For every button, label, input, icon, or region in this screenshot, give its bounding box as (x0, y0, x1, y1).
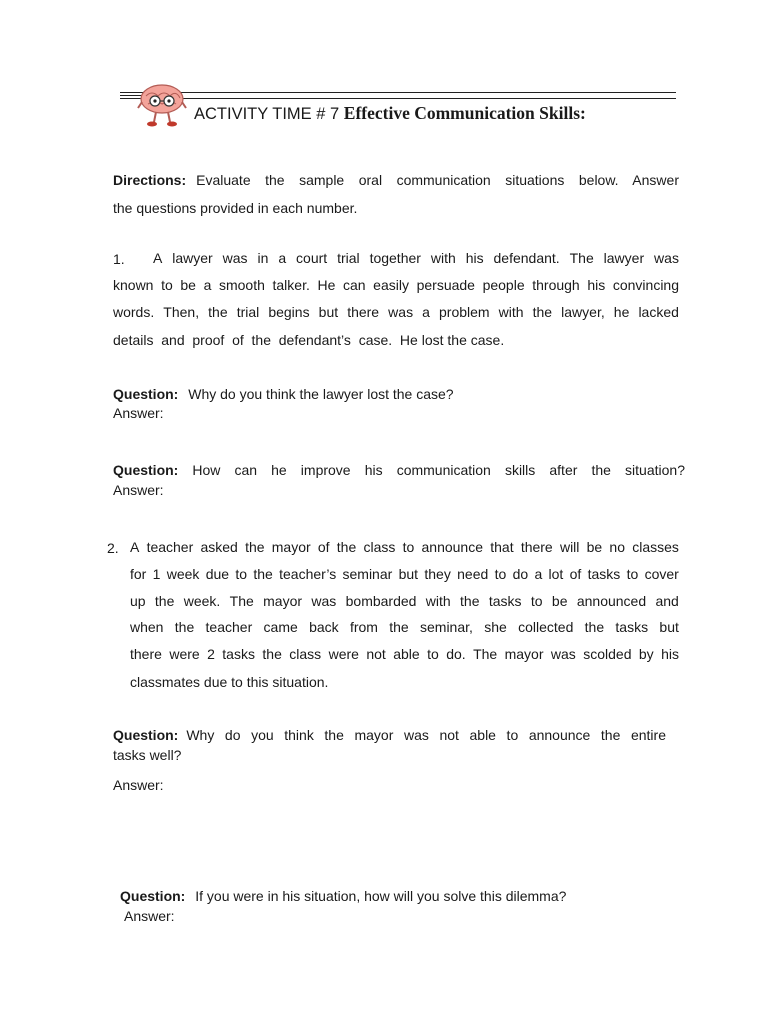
directions-label: Directions: (113, 172, 187, 188)
directions-line-1 (113, 172, 679, 188)
item2-line-4: when the teacher came back from the seminar, she collected the tasks but (130, 619, 679, 635)
item2-question-1-cont: tasks well? (113, 747, 182, 763)
item1-line-2: known to be a smooth talker. He can easily persuade people through his convincing (113, 277, 679, 293)
page-title (194, 103, 586, 124)
item2-line-3: up the week. The mayor was bombarded with the tasks to be announced and (130, 593, 679, 609)
question-label: Question: (113, 386, 179, 402)
brain-with-glasses-icon (136, 82, 188, 128)
item2-question-2 (120, 887, 566, 906)
item1-number: 1. (113, 251, 125, 267)
question-label: Question: (120, 888, 186, 904)
question-text: Why do you think the mayor was not able to announce the entire (186, 727, 666, 743)
title-plain: ACTIVITY TIME # 7 (194, 105, 344, 123)
header-rule-bottom-left (120, 98, 676, 99)
header-rule-top (120, 92, 676, 93)
title-bold: Effective Communication Skills: (343, 103, 586, 123)
item1-answer-2: Answer: (113, 482, 164, 498)
item1-line-1: A lawyer was in a court trial together with his defendant. The lawyer was (153, 250, 679, 266)
directions-text: Evaluate the sample oral communication situations below. Answer (196, 172, 679, 188)
question-text: How can he improve his communication skills after the situation? (192, 462, 685, 478)
item2-answer-2: Answer: (124, 908, 175, 924)
item1-question-2 (113, 462, 685, 478)
question-text: If you were in his situation, how will you solve this dilemma? (195, 888, 567, 904)
item1-answer-1: Answer: (113, 405, 164, 421)
item2-number: 2. (107, 540, 119, 556)
item1-line-4: details and proof of the defendant’s case. He lost the case. (113, 332, 505, 348)
item2-line-2: for 1 week due to the teacher’s seminar but they need to do a lot of tasks to cover (130, 566, 679, 582)
item2-answer-1: Answer: (113, 777, 164, 793)
item1-line-3: words. Then, the trial begins but there was a problem with the lawyer, he lacked (113, 304, 679, 320)
item1-question-1 (113, 385, 454, 404)
item2-line-6: classmates due to this situation. (130, 674, 329, 690)
question-label: Question: (113, 462, 179, 478)
item2-question-1 (113, 727, 666, 743)
question-label: Question: (113, 727, 179, 743)
directions-line-2: the questions provided in each number. (113, 200, 358, 216)
item2-line-5: there were 2 tasks the class were not able to do. The mayor was scolded by his (130, 646, 679, 662)
question-text: Why do you think the lawyer lost the case? (188, 386, 454, 402)
item2-line-1: A teacher asked the mayor of the class to announce that there will be no classes (130, 539, 679, 555)
